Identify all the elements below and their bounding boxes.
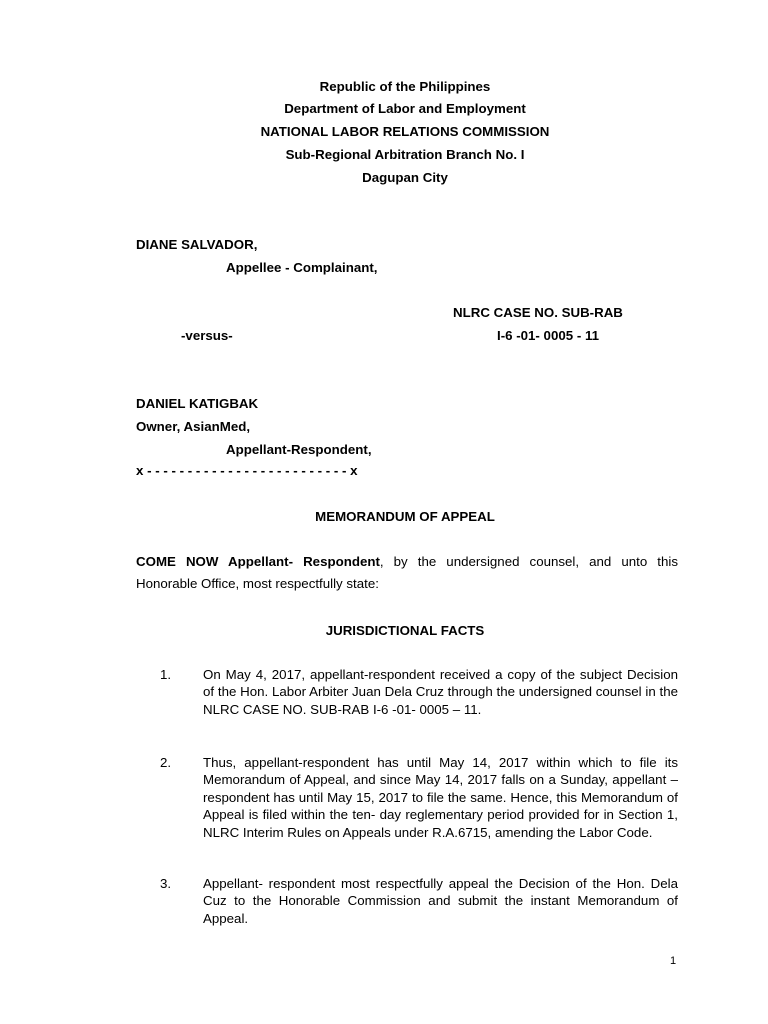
intro-text: , by the undersigned counsel, and unto this Honorable Office, most respectfully state: (136, 554, 679, 591)
fact-text: Appellant- respondent most respectfully appeal the Decision of the Hon. Dela Cuz to the Honorable Commission and submit the instant Memorandum of Appeal. (203, 876, 678, 926)
header-commission: NATIONAL LABOR RELATIONS COMMISSION (260, 124, 550, 139)
case-label: NLRC CASE NO. SUB-RAB (453, 305, 623, 320)
versus-label: -versus- (181, 328, 233, 343)
fact-number: 1. (160, 667, 172, 682)
complainant-name: DIANE SALVADOR, (136, 237, 258, 252)
intro-paragraph (136, 551, 678, 595)
respondent-role: Appellant-Respondent, (226, 442, 372, 457)
respondent-owner: Owner, AsianMed, (136, 419, 251, 434)
respondent-name: DANIEL KATIGBAK (136, 396, 259, 411)
intro-bold-lead: COME NOW Appellant- Respondent (136, 554, 380, 569)
header-republic: Republic of the Philippines (319, 79, 491, 94)
fact-text: On May 4, 2017, appellant-respondent received a copy of the subject Decision of the Hon. Labor Arbiter Juan Dela Cruz through the undersigned counsel in the NLRC CASE NO. SUB-RAB I-6 -01- 0005 – 11. (203, 667, 678, 717)
section-heading: JURISDICTIONAL FACTS (325, 623, 485, 638)
fact-text: Thus, appellant-respondent has until May 14, 2017 within which to file its Memorandum of Appeal, and since May 14, 2017 falls on a Sunday, appellant – respondent has until May 15, 2017 to file the same. Hence, this Memorandum of Appeal is filed within the ten- day reglementary period provided for in Section 1, NLRC Interim Rules on Appeals under R.A.6715, amending the Labor Code. (203, 755, 678, 840)
header-branch: Sub-Regional Arbitration Branch No. I (285, 147, 525, 162)
fact-number: 3. (160, 876, 172, 891)
complainant-role: Appellee - Complainant, (226, 260, 378, 275)
header-department: Department of Labor and Employment (284, 101, 526, 116)
document-title: MEMORANDUM OF APPEAL (315, 509, 495, 524)
header-city: Dagupan City (362, 170, 448, 185)
fact-number: 2. (160, 755, 172, 770)
caption-separator: x - - - - - - - - - - - - - - - - - - - - - - - - - x (136, 463, 358, 478)
page-number: 1 (670, 955, 677, 967)
case-number: I-6 -01- 0005 - 11 (497, 328, 600, 343)
